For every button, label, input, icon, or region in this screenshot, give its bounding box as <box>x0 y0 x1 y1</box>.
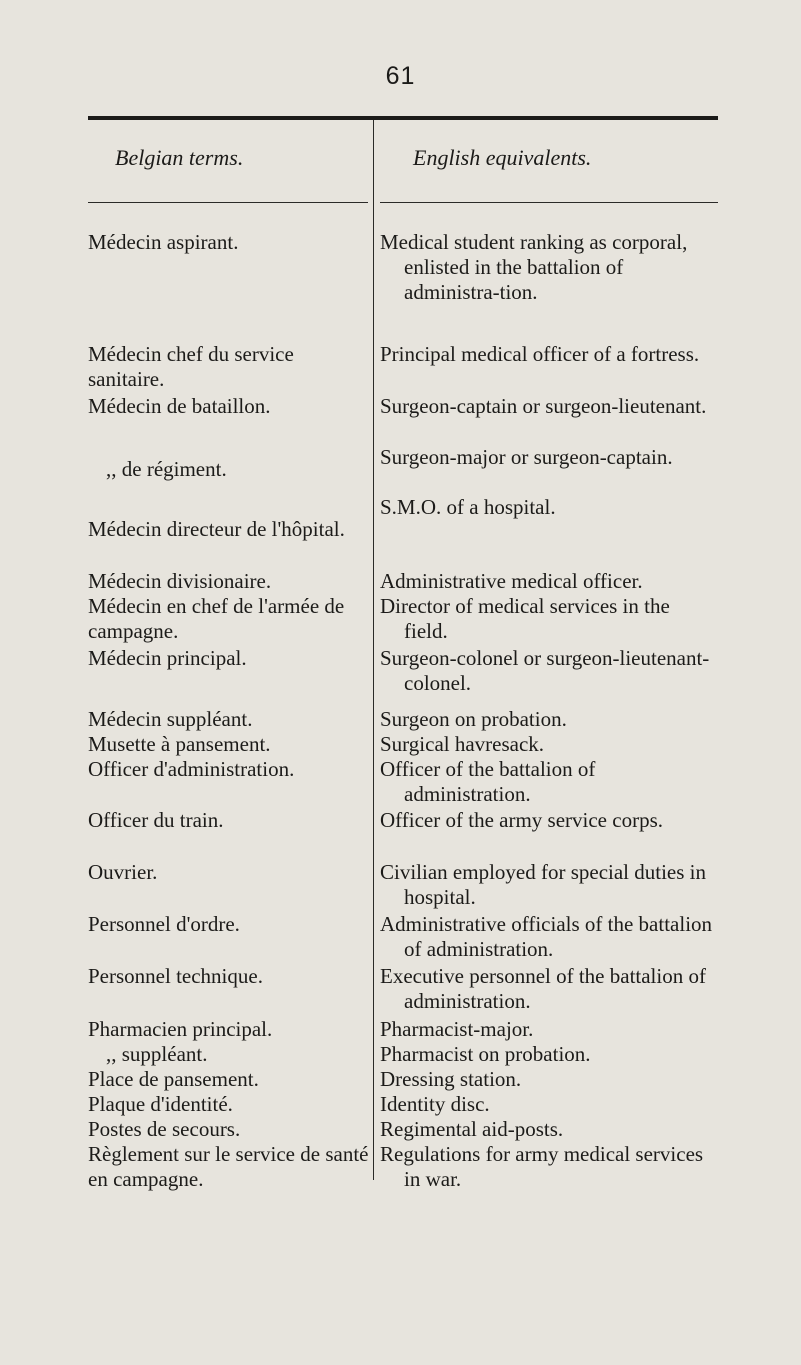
english-equivalent: Surgeon-captain or surgeon-lieutenant. <box>380 394 707 418</box>
header-rule-left <box>88 202 368 203</box>
belgian-term: Médecin en chef de l'armée de campagne. <box>88 594 345 643</box>
english-equivalent: Pharmacist-major. <box>380 1017 534 1041</box>
english-equivalent: Regulations for army medical services in war. <box>380 1142 704 1191</box>
english-equivalent: Pharmacist on probation. <box>380 1042 591 1066</box>
header-english-equivalents: English equivalents. <box>413 145 592 170</box>
english-equivalent: Identity disc. <box>380 1092 490 1116</box>
belgian-term: Place de pansement. <box>88 1067 259 1091</box>
belgian-term: Médecin chef du service sanitaire. <box>88 342 294 391</box>
english-equivalent: Officer of the battalion of administration. <box>380 757 596 806</box>
belgian-term: Médecin aspirant. <box>88 230 239 254</box>
belgian-term: Ouvrier. <box>88 860 158 884</box>
page-number: 61 <box>385 62 416 90</box>
belgian-term: Médecin divisionaire. <box>88 569 272 593</box>
top-rule <box>88 116 718 120</box>
belgian-term: Médecin directeur de l'hôpital. <box>88 517 345 541</box>
belgian-term: Pharmacien principal. <box>88 1017 273 1041</box>
belgian-term: Médecin de bataillon. <box>88 394 271 418</box>
belgian-term: ,, de régiment. <box>106 457 227 481</box>
english-equivalent: Medical student ranking as corporal, enlisted in the battalion of administra-tion. <box>380 230 688 304</box>
english-equivalent: Civilian employed for special duties in hospital. <box>380 860 707 909</box>
belgian-term: Postes de secours. <box>88 1117 241 1141</box>
english-equivalent: Administrative officials of the battalion of administration. <box>380 912 713 961</box>
header-belgian-terms: Belgian terms. <box>115 145 244 170</box>
english-equivalent: S.M.O. of a hospital. <box>380 495 556 519</box>
english-equivalent: Administrative medical officer. <box>380 569 643 593</box>
belgian-term: Règlement sur le service de santé en campagne. <box>88 1142 369 1191</box>
english-equivalent: Surgeon on probation. <box>380 707 567 731</box>
english-equivalent: Officer of the army service corps. <box>380 808 663 832</box>
english-equivalent: Principal medical officer of a fortress. <box>380 342 700 366</box>
english-equivalent: Surgeon-major or surgeon-captain. <box>380 445 673 469</box>
belgian-term: Personnel technique. <box>88 964 263 988</box>
english-equivalent: Regimental aid-posts. <box>380 1117 564 1141</box>
belgian-term: Médecin suppléant. <box>88 707 253 731</box>
english-equivalent: Director of medical services in the field. <box>380 594 670 643</box>
belgian-term: Médecin principal. <box>88 646 247 670</box>
belgian-term: Officer d'administration. <box>88 757 295 781</box>
belgian-term: Musette à pansement. <box>88 732 271 756</box>
english-equivalent: Dressing station. <box>380 1067 522 1091</box>
column-divider <box>373 120 374 1180</box>
english-equivalent: Surgical havresack. <box>380 732 545 756</box>
english-equivalent: Executive personnel of the battalion of administration. <box>380 964 706 1013</box>
belgian-term: Officer du train. <box>88 808 224 832</box>
english-equivalent: Surgeon-colonel or surgeon-lieutenant-colonel. <box>380 646 710 695</box>
belgian-term: Plaque d'identité. <box>88 1092 233 1116</box>
belgian-term: ,, suppléant. <box>106 1042 208 1066</box>
header-rule-right <box>380 202 718 203</box>
belgian-term: Personnel d'ordre. <box>88 912 240 936</box>
